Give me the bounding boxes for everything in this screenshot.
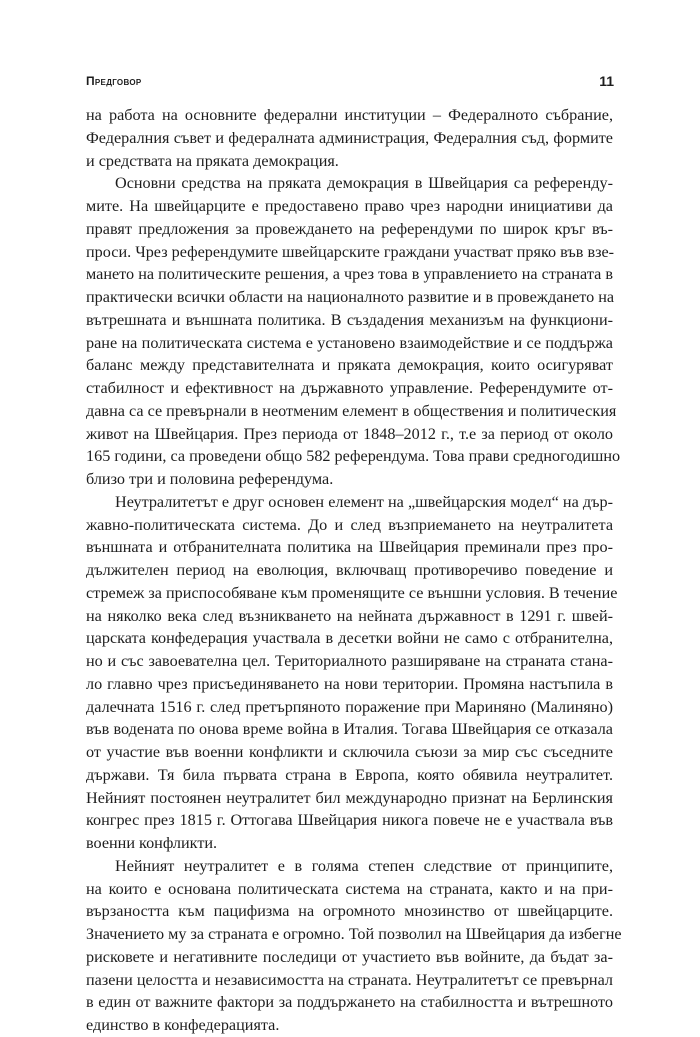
running-title: Предговор bbox=[86, 74, 142, 88]
text-line: ло главно чрез присъединяването на нови територии. Промяна настъпила в bbox=[86, 674, 613, 693]
text-line: Нейният неутралитет е в голяма степен следствие от принципите, bbox=[115, 856, 613, 875]
paragraph bbox=[86, 855, 622, 1037]
text-line: военни конфликти. bbox=[86, 834, 218, 852]
text-line: далечната 1516 г. след претърпяното поражение при Мариняно (Малиняно) bbox=[86, 697, 613, 716]
text-line: Основни средства на пряката демокрация в Швейцария са референду- bbox=[115, 174, 613, 193]
text-line: пазени целостта и независимостта на страната. Неутралитетът се превърнал bbox=[86, 970, 613, 989]
text-line: практически всички области на националното развитие и в провеждането на bbox=[86, 288, 615, 306]
text-line: стабилност и ефективност на държавното управление. Референдумите от- bbox=[86, 379, 613, 397]
text-line: единство в конфедерацията. bbox=[86, 1016, 280, 1034]
text-line: във водената по онова време война в Италия. Тогава Швейцария се отказала bbox=[86, 720, 613, 739]
text-line: държави. Тя била първата страна в Европа, която обявила неутралитет. bbox=[86, 765, 613, 784]
text-line: правят предложения за провеждането на референдуми по широк кръг въ- bbox=[86, 219, 613, 238]
paragraph bbox=[86, 491, 618, 855]
text-line: стремеж за приспособяване към променящите се външни условия. В течение bbox=[86, 583, 618, 602]
text-line: 165 години, са проведени общо 582 референдума. Това прави средногодишно bbox=[86, 447, 621, 466]
body-text bbox=[86, 104, 622, 1037]
text-line: ране на политическата система е установено взаимодействие и се поддържа bbox=[86, 333, 613, 352]
text-line: Значението му за страната е огромно. Той позволил на Швейцария да избегне bbox=[86, 925, 622, 943]
text-line: мите. На швейцарците е предоставено право чрез народни инициативи да bbox=[86, 197, 613, 215]
text-line: в един от важните фактори за поддържането на стабилността и вътрешното bbox=[86, 993, 613, 1012]
text-line: Нейният постоянен неутралитет бил международно признат на Берлинския bbox=[86, 788, 613, 807]
text-line: мането на политическите решения, а чрез това в управлението на страната в bbox=[86, 265, 613, 284]
text-line: на няколко века след възникването на нейната държавност в 1291 г. швей- bbox=[86, 606, 613, 625]
text-line: на работа на основните федерални институции – Федералното събрание, bbox=[86, 106, 613, 124]
text-line: конгрес през 1815 г. Оттогава Швейцария никога повече не е участвала във bbox=[86, 811, 613, 830]
paragraph bbox=[86, 104, 613, 172]
text-line: проси. Чрез референдумите швейцарските граждани участват пряко във взе- bbox=[86, 242, 615, 261]
text-line: близо три и половина референдума. bbox=[86, 470, 334, 488]
paragraph bbox=[86, 172, 621, 491]
page-header bbox=[86, 74, 614, 94]
text-line: и средствата на пряката демокрация. bbox=[86, 151, 339, 170]
text-line: от участие във военни конфликти и сключила съюзи за мир със съседните bbox=[86, 743, 613, 761]
text-line: баланс между представителната и пряката демокрация, които осигуряват bbox=[86, 356, 613, 375]
text-line: царската конфедерация участвала в десетки войни не само с отбранителна, bbox=[86, 629, 613, 648]
text-line: рисковете и негативните последици от участието във войните, да бъдат за- bbox=[86, 947, 613, 966]
text-line: Федералния съвет и федералната администрация, Федералния съд, формите bbox=[86, 128, 613, 147]
page-number: 11 bbox=[599, 73, 614, 89]
text-line: Неутралитетът е друг основен елемент на „швейцарския модел“ на дър- bbox=[115, 492, 613, 511]
text-line: давна са се превърнали в неотменим елемент в обществения и политическия bbox=[86, 401, 617, 420]
text-line: жавно-политическата система. До и след възприемането на неутралитета bbox=[86, 515, 613, 534]
text-line: външната и отбранителната политика на Швейцария преминали през про- bbox=[86, 538, 613, 557]
text-line: вързаността към пацифизма на огромното мнозинство от швейцарците. bbox=[86, 902, 613, 921]
text-line: дължителен период на еволюция, включващ противоречиво поведение и bbox=[86, 561, 613, 579]
text-line: живот на Швейцария. През периода от 1848–2012 г., т.е за период от около bbox=[86, 424, 613, 443]
text-line: на които е основана политическата система на страната, както и на при- bbox=[86, 879, 613, 898]
text-line: но и със завоевателна цел. Териториалното разширяване на страната стана- bbox=[86, 652, 613, 670]
text-line: вътрешната и външната политика. В създадения механизъм на функциони- bbox=[86, 310, 613, 329]
